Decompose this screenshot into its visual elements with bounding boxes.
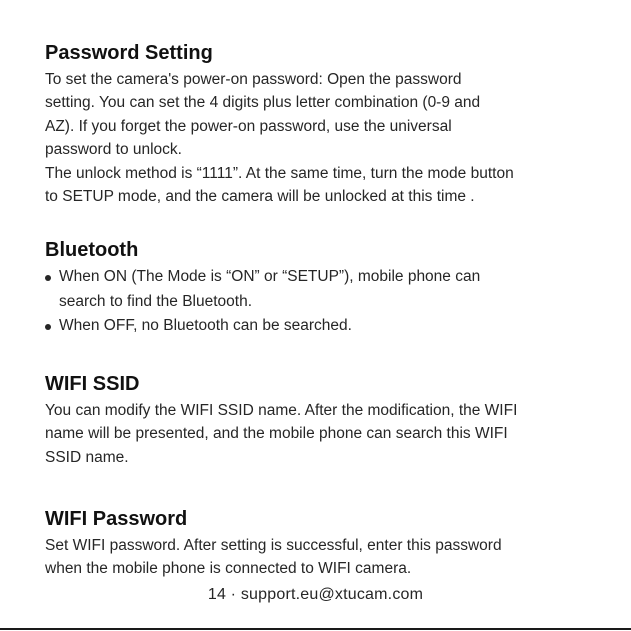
section-password-setting: [45, 40, 514, 208]
bullet-line: search to find the Bluetooth.: [59, 292, 253, 310]
paragraph-line: password to unlock.: [45, 141, 182, 159]
section-wifi-password: [45, 506, 502, 581]
heading-wifi-ssid: WIFI SSID: [45, 373, 140, 395]
paragraph-line: To set the camera's power-on password: Open the password: [45, 71, 462, 88]
heading-wifi-password: WIFI Password: [45, 508, 188, 530]
paragraph-line: to SETUP mode, and the camera will be unlocked at this time .: [45, 188, 475, 206]
heading-password-setting: Password Setting: [45, 42, 213, 64]
paragraph-line: AZ). If you forget the power-on password, use the universal: [45, 117, 452, 135]
bullet-dot-icon: [45, 324, 51, 330]
bluetooth-bullet-list: [45, 265, 480, 339]
paragraph-line: name will be presented, and the mobile phone can search this WIFI: [45, 425, 508, 443]
paragraph-line: setting. You can set the 4 digits plus letter combination (0-9 and: [45, 94, 481, 112]
paragraph-line: SSID name.: [45, 448, 129, 466]
section-wifi-ssid: [45, 371, 517, 469]
paragraph-line: The unlock method is “1111”. At the same time, turn the mode button: [45, 164, 514, 182]
bullet-item: [45, 314, 480, 339]
bullet-line: When OFF, no Bluetooth can be searched.: [59, 317, 352, 334]
heading-bluetooth: Bluetooth: [45, 239, 139, 261]
bullet-line: When ON (The Mode is “ON” or “SETUP”), mobile phone can: [59, 268, 481, 285]
bullet-item: [45, 265, 480, 314]
bullet-dot-icon: [45, 275, 51, 281]
section-bluetooth: [45, 237, 480, 339]
paragraph-line: when the mobile phone is connected to WIFI camera.: [45, 560, 412, 578]
paragraph-line: You can modify the WIFI SSID name. After the modification, the WIFI: [45, 402, 518, 419]
bottom-divider: [0, 628, 631, 630]
paragraph-line: Set WIFI password. After setting is successful, enter this password: [45, 537, 502, 554]
page-footer: 14 · support.eu@xtucam.com: [207, 586, 424, 603]
